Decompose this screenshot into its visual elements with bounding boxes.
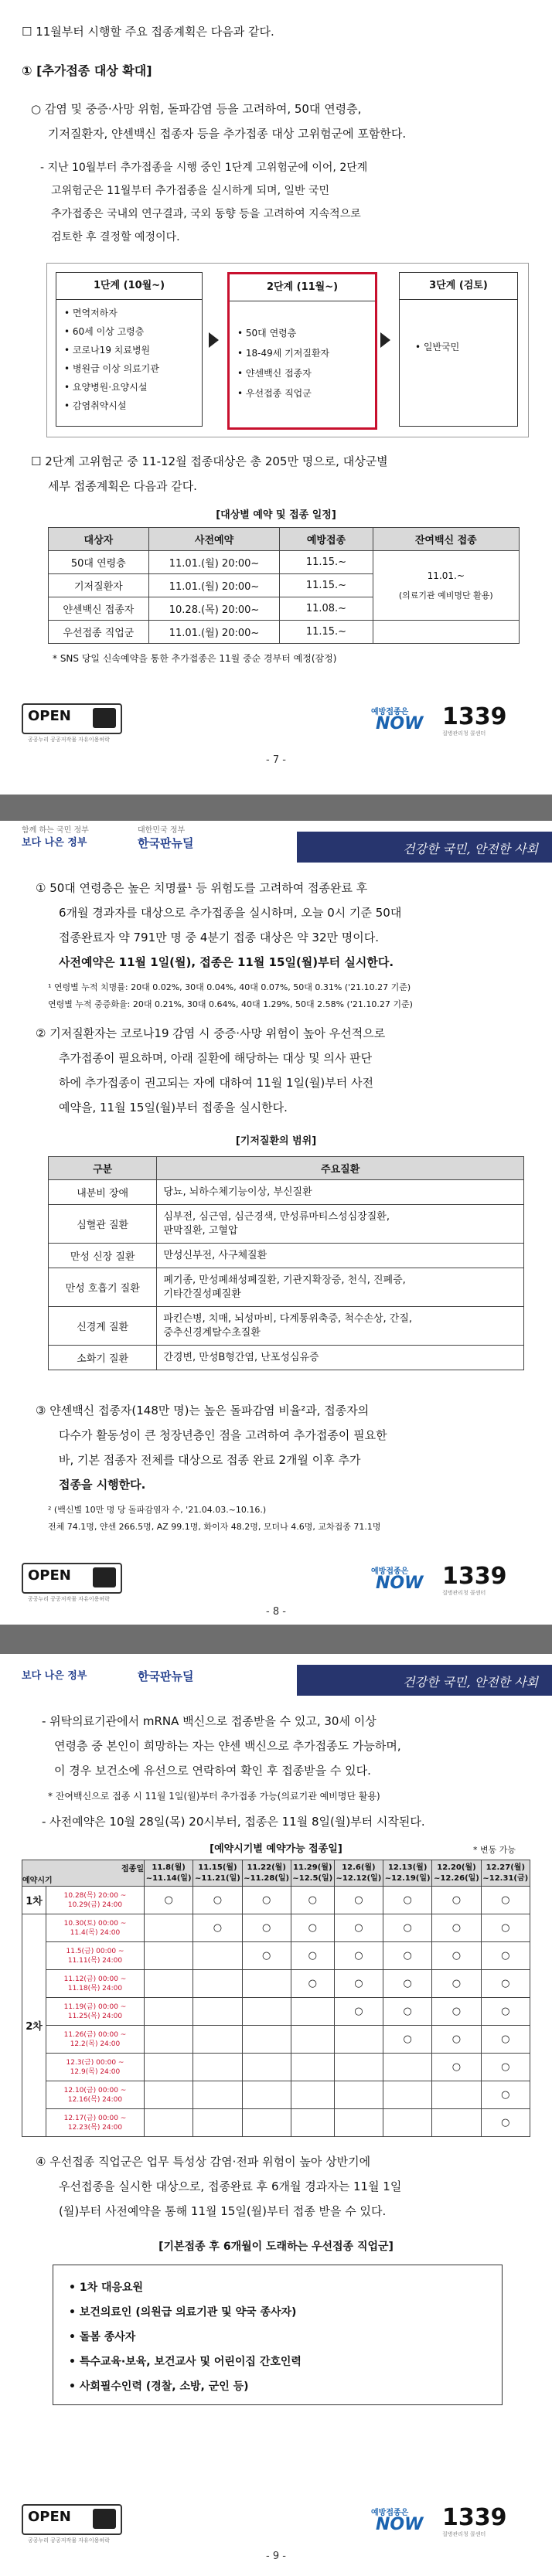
list-item-label: 일반국민 [423, 342, 460, 352]
grid-cell: ○ [334, 1942, 383, 1970]
header-ribbon: 건강한 국민, 안전한 사회 [297, 1665, 552, 1696]
license-badge-icon [93, 1567, 116, 1587]
paragraph-line: 검토한 후 결정할 예정이다. [51, 231, 180, 243]
table-row [49, 1346, 524, 1370]
grid-row-label: 11.26(금) 00:00 ~ 12.2(목) 24:00 [46, 2026, 145, 2054]
paragraph-line: - 사전예약은 10월 28일(목) 20시부터, 접종은 11월 8일(월)부터 시작된다. [42, 1815, 425, 1829]
header-ribbon: 건강한 국민, 안전한 사회 [297, 832, 552, 863]
priority-list-item: • 1차 대응요원 [69, 2282, 144, 2294]
grid-row [22, 1970, 530, 1998]
paragraph-line: ☐ 2단계 고위험군 중 11-12월 접종대상은 총 205만 명으로, 대상군별 [31, 454, 388, 468]
grid-column-header: 11.8(월) ~11.14(일) [144, 1860, 193, 1887]
grid-cell [383, 2081, 432, 2109]
grid-cell: ○ [383, 2026, 432, 2054]
open-license-logo: OPEN 공공누리 공공저작물 자유이용허락 [22, 703, 122, 734]
grid-cell: ○ [334, 1970, 383, 1998]
table-cell: 간경변, 만성B형간염, 난포성심유증 [157, 1346, 524, 1370]
list-item [64, 401, 126, 410]
table-header: 구분 [49, 1157, 157, 1180]
bullet-icon: • [64, 308, 73, 318]
grid-cell: ○ [481, 2054, 530, 2081]
hotline-1339-logo: 1339 질병관리청 콜센터 [442, 703, 507, 737]
table-cell: 11.08.~ [280, 597, 373, 621]
table-note: * 변동 가능 [473, 1845, 516, 1855]
grid-cell [193, 2081, 242, 2109]
paragraph-line: 추가접종은 국내외 연구결과, 국외 동향 등을 고려하여 지속적으로 [51, 208, 361, 220]
disease-table [48, 1156, 524, 1370]
table-header: 주요질환 [157, 1157, 524, 1180]
table-row [49, 551, 520, 574]
grid-row-label: 11.5(금) 00:00 ~ 11.11(목) 24:00 [46, 1942, 145, 1970]
grid-cell [242, 1998, 291, 2026]
reservation-grid [22, 1860, 530, 2137]
grid-row-label: 12.17(금) 00:00 ~ 12.23(목) 24:00 [46, 2109, 145, 2137]
table-cell: 우선접종 직업군 [49, 621, 149, 644]
grid-cell [291, 2109, 334, 2137]
grid-cell: ○ [291, 1914, 334, 1942]
grid-column-header: 11.22(월) ~11.28(일) [242, 1860, 291, 1887]
stage3-box [399, 272, 518, 427]
list-item [64, 308, 118, 318]
table-cell: 내분비 장애 [49, 1180, 157, 1205]
priority-list-item: • 사회필수인력 (경찰, 소방, 군인 등) [69, 2380, 249, 2393]
paragraph-line: 세부 접종계획은 다음과 같다. [48, 479, 197, 493]
paragraph-line: 이 경우 보건소에 유선으로 연락하여 확인 후 접종받을 수 있다. [54, 1764, 371, 1778]
grid-cell [144, 2026, 193, 2054]
table-caption: [기저질환의 범위] [235, 1135, 317, 1147]
vaccination-now-logo: 예방접종은 NOW [371, 1567, 424, 1593]
grid-cell: ○ [481, 1942, 530, 1970]
grid-cell [144, 2054, 193, 2081]
document-page-8 [0, 821, 552, 1625]
table-cell: 11.15.~ [280, 551, 373, 574]
list-item [415, 342, 459, 352]
grid-column-header: 12.20(월) ~12.26(일) [432, 1860, 481, 1887]
grid-cell [291, 2081, 334, 2109]
page-header [0, 1654, 552, 1697]
list-item-label: 면역저하자 [72, 308, 118, 318]
footnote: * SNS 당일 신속예약을 통한 추가접종은 11월 중순 경부터 예정(잠정) [53, 653, 337, 664]
page-number: - 9 - [266, 2550, 286, 2562]
table-cell: 심부전, 심근염, 심근경색, 만성류마티스성심장질환, 판막질환, 고혈압 [157, 1205, 524, 1244]
grid-cell [291, 2026, 334, 2054]
stage1-box [56, 272, 203, 427]
bullet-icon: • [237, 368, 246, 379]
paragraph-line: 6개월 경과자를 대상으로 추가접종을 실시하며, 오늘 0시 기준 50대 [59, 906, 402, 920]
bullet-icon: • [64, 363, 73, 374]
grid-cell: ○ [291, 1887, 334, 1914]
document-page-7 [0, 0, 552, 795]
paragraph-line: 사전예약은 11월 1일(월), 접종은 11월 15일(월)부터 실시한다. [59, 955, 394, 969]
license-badge-icon [93, 708, 116, 728]
table-cell: 만성신부전, 사구체질환 [157, 1244, 524, 1268]
footnote: * 잔여백신으로 접종 시 11월 1일(월)부터 추가접종 가능(의료기관 예비명단 활용) [48, 1791, 380, 1802]
table-header: 대상자 [49, 528, 149, 551]
grid-cell [144, 1914, 193, 1942]
stage2-title: 2단계 (11월~) [230, 274, 375, 301]
list-item-label: 60세 이상 고령층 [72, 326, 145, 337]
page-number: - 8 - [266, 1606, 286, 1618]
paragraph-line: 다수가 활동성이 큰 청장년층인 점을 고려하여 추가접종이 필요한 [59, 1428, 387, 1442]
grid-cell [193, 1942, 242, 1970]
bullet-icon: • [64, 382, 73, 393]
list-item-label: 코로나19 치료병원 [72, 345, 151, 356]
table-cell: 만성 신장 질환 [49, 1244, 157, 1268]
table-header: 사전예약 [148, 528, 280, 551]
grid-row-label: 11.12(금) 00:00 ~ 11.18(목) 24:00 [46, 1970, 145, 1998]
government-logo: 보다 나은 정부 한국판뉴딜 [22, 1669, 194, 1683]
grid-cell: ○ [291, 1970, 334, 1998]
grid-cell [334, 2109, 383, 2137]
grid-cell [291, 2054, 334, 2081]
table-row [49, 621, 520, 644]
grid-cell: ○ [291, 1942, 334, 1970]
list-item-label: 요양병원·요양시설 [72, 382, 148, 393]
grid-cell [144, 2109, 193, 2137]
grid-column-header: 11.29(월) ~12.5(일) [291, 1860, 334, 1887]
paragraph-line: 바, 기본 접종자 전체를 대상으로 접종 완료 2개월 이후 추가 [59, 1453, 361, 1467]
list-item [237, 389, 312, 398]
paragraph-line: ④ 우선접종 직업군은 업무 특성상 감염·전파 위험이 높아 상반기에 [36, 2155, 371, 2169]
arrow-icon [209, 332, 219, 348]
open-license-logo: OPEN 공공누리 공공저작물 자유이용허락 [22, 2504, 122, 2535]
table-cell: 신경계 질환 [49, 1307, 157, 1346]
table-header: 예방접종 [280, 528, 373, 551]
table-cell: 11.01.(월) 20:00~ [148, 551, 280, 574]
table-caption: [대상별 예약 및 접종 일정] [216, 509, 336, 521]
footnote: 연령별 누적 중증화율: 20대 0.21%, 30대 0.64%, 40대 1.29%, 50대 2.58% ('21.10.27 기준) [48, 999, 413, 1009]
table-header: 잔여백신 접종 [373, 528, 519, 551]
table-row [49, 1180, 524, 1205]
vaccination-now-logo: 예방접종은 NOW [371, 708, 424, 733]
grid-cell [242, 2081, 291, 2109]
table-cell: 얀센백신 접종자 [49, 597, 149, 621]
paragraph-line: 연령층 중 본인이 희망하는 자는 얀센 백신으로 추가접종도 가능하며, [54, 1739, 401, 1753]
footnote: 전체 74.1명, 얀센 266.5명, AZ 99.1명, 화이자 48.2명, 모더나 4.6명, 교차접종 71.1명 [48, 1522, 381, 1532]
paragraph-line: 기저질환자, 얀센백신 접종자 등을 추가접종 대상 고위험군에 포함한다. [48, 127, 407, 141]
list-item-label: 우선접종 직업군 [245, 388, 312, 399]
page-header [0, 821, 552, 864]
priority-list-box [53, 2265, 503, 2405]
grid-cell: ○ [383, 1970, 432, 1998]
footer-logos [0, 2504, 552, 2543]
grid-row-label: 12.10(금) 00:00 ~ 12.16(목) 24:00 [46, 2081, 145, 2109]
residual-cell [373, 551, 519, 621]
grid-row [22, 2026, 530, 2054]
table-cell: 11.01.(월) 20:00~ [148, 621, 280, 644]
table-row [49, 1244, 524, 1268]
list-item [237, 369, 312, 378]
grid-cell: ○ [432, 2054, 481, 2081]
grid-corner: 접종일 예약시기 [22, 1860, 145, 1887]
grid-cell [242, 2109, 291, 2137]
list-item [64, 327, 144, 336]
grid-cell: ○ [481, 2026, 530, 2054]
residual-note: (의료기관 예비명단 활용) [398, 590, 493, 601]
grid-row [22, 2054, 530, 2081]
grid-column-header: 12.6(월) ~12.12(일) [334, 1860, 383, 1887]
government-logo: 함께 하는 국민 정부 보다 나은 정부 대한민국 정부 한국판뉴딜 [22, 826, 194, 850]
paragraph-line: 우선접종을 실시한 대상으로, 접종완료 후 6개월 경과자는 11월 1일 [59, 2180, 402, 2193]
grid-cell: ○ [481, 1914, 530, 1942]
bullet-icon: • [64, 326, 73, 337]
hotline-1339-logo: 1339 질병관리청 콜센터 [442, 2504, 507, 2537]
grid-cell: ○ [334, 1998, 383, 2026]
intro-text: ☐ 11월부터 시행할 주요 접종계획은 다음과 같다. [22, 25, 274, 39]
grid-cell [144, 1970, 193, 1998]
grid-row-label: 11.19(금) 00:00 ~ 11.25(목) 24:00 [46, 1998, 145, 2026]
grid-cell: ○ [242, 1942, 291, 1970]
table-cell: 파킨슨병, 치매, 뇌성마비, 다계통위축증, 척수손상, 간질, 중추신경계탈수초질환 [157, 1307, 524, 1346]
table-cell: 만성 호흡기 질환 [49, 1268, 157, 1307]
grid-cell [193, 1970, 242, 1998]
footer-logos [0, 1563, 552, 1601]
grid-cell [334, 2054, 383, 2081]
grid-cell: ○ [481, 1970, 530, 1998]
grid-row [22, 1914, 530, 1942]
table-cell: 소화기 질환 [49, 1346, 157, 1370]
list-item [237, 328, 296, 338]
footer-logos [0, 703, 552, 742]
grid-row [22, 2109, 530, 2137]
grid-cell [193, 2109, 242, 2137]
grid-cell [334, 2026, 383, 2054]
table-cell [373, 621, 519, 644]
grid-cell [144, 1998, 193, 2026]
grid-cell [383, 2109, 432, 2137]
paragraph-line: ① 50대 연령층은 높은 치명률¹ 등 위험도를 고려하여 접종완료 후 [36, 881, 368, 895]
table-cell: 기저질환자 [49, 574, 149, 597]
grid-cell [193, 1998, 242, 2026]
grid-column-header: 11.15(월) ~11.21(일) [193, 1860, 242, 1887]
grid-cell [242, 2054, 291, 2081]
grid-cell [432, 2109, 481, 2137]
list-item-label: 18-49세 기저질환자 [245, 348, 330, 359]
table-row [49, 1205, 524, 1244]
grid-cell: ○ [193, 1887, 242, 1914]
grid-cell: ○ [432, 1942, 481, 1970]
grid-cell [193, 2054, 242, 2081]
table-cell: 50대 연령층 [49, 551, 149, 574]
paragraph-line: 하에 추가접종이 권고되는 자에 대하여 11월 1일(월)부터 사전 [59, 1076, 373, 1090]
grid-cell: ○ [383, 1998, 432, 2026]
priority-list-item: • 보건의료인 (의원급 의료기관 및 약국 종사자) [69, 2306, 297, 2319]
grid-cell [383, 2054, 432, 2081]
grid-group-label: 1차 [22, 1887, 46, 1914]
table-row [49, 1307, 524, 1346]
bullet-icon: • [237, 348, 246, 359]
paragraph-line: - 지난 10월부터 추가접종을 시행 중인 1단계 고위험군에 이어, 2단계 [40, 162, 368, 174]
section-title: ① [추가접종 대상 확대] [22, 63, 152, 78]
grid-row-label: 10.28(목) 20:00 ~ 10.29(금) 24:00 [46, 1887, 145, 1914]
stage2-box [227, 272, 377, 430]
bullet-icon: • [64, 345, 73, 356]
list-item-label: 얀센백신 접종자 [245, 368, 312, 379]
table-cell: 당뇨, 뇌하수체기능이상, 부신질환 [157, 1180, 524, 1205]
page-number: - 7 - [266, 754, 286, 766]
list-item [64, 364, 159, 373]
grid-cell: ○ [432, 1998, 481, 2026]
paragraph-line: 접종완료자 약 791만 명 중 4분기 접종 대상은 약 32만 명이다. [59, 931, 380, 944]
grid-cell [242, 1970, 291, 1998]
grid-cell [144, 2081, 193, 2109]
paragraph-line: 예약을, 11월 15일(월)부터 접종을 실시한다. [59, 1101, 288, 1114]
grid-row [22, 1998, 530, 2026]
footnote: ² (백신별 10만 명 당 돌파감염자 수, '21.04.03.~10.16.) [48, 1505, 267, 1515]
open-license-logo: OPEN 공공누리 공공저작물 자유이용허락 [22, 1563, 122, 1594]
list-item [64, 345, 150, 355]
table-cell: 심혈관 질환 [49, 1205, 157, 1244]
grid-cell: ○ [193, 1914, 242, 1942]
bullet-icon: • [64, 400, 73, 411]
paragraph-line: ○ 감염 및 중증·사망 위험, 돌파감염 등을 고려하여, 50대 연령층, [31, 102, 362, 116]
bullet-icon: • [237, 328, 246, 339]
paragraph-line: - 위탁의료기관에서 mRNA 백신으로 접종받을 수 있고, 30세 이상 [42, 1714, 377, 1728]
residual-date: 11.01.~ [427, 570, 465, 581]
grid-row-label: 10.30(토) 00:00 ~ 11.4(목) 24:00 [46, 1914, 145, 1942]
grid-cell: ○ [383, 1887, 432, 1914]
grid-row [22, 2081, 530, 2109]
stage1-title: 1단계 (10월~) [56, 273, 202, 300]
vaccination-now-logo: 예방접종은 NOW [371, 2509, 424, 2534]
bullet-icon: • [237, 388, 246, 399]
grid-group-label: 2차 [22, 1914, 46, 2137]
grid-cell: ○ [481, 2109, 530, 2137]
stage3-title: 3단계 (검토) [400, 273, 517, 300]
grid-column-header: 12.27(월) ~12.31(금) [481, 1860, 530, 1887]
grid-cell [432, 2081, 481, 2109]
priority-list-item: • 돌봄 종사자 [69, 2331, 136, 2343]
paragraph-line: (월)부터 사전예약을 통해 11월 15일(월)부터 접종 받을 수 있다. [59, 2204, 387, 2218]
grid-row [22, 1887, 530, 1914]
table-cell: 11.15.~ [280, 574, 373, 597]
grid-cell: ○ [432, 1970, 481, 1998]
grid-cell: ○ [383, 1942, 432, 1970]
table-row [49, 1268, 524, 1307]
paragraph-line: 추가접종이 필요하며, 아래 질환에 해당하는 대상 및 의사 판단 [59, 1051, 373, 1065]
list-item-label: 감염취약시설 [72, 400, 127, 411]
footnote: ¹ 연령별 누적 치명률: 20대 0.02%, 30대 0.04%, 40대 0.07%, 50대 0.31% ('21.10.27 기준) [48, 982, 411, 992]
grid-cell: ○ [481, 2081, 530, 2109]
grid-cell [193, 2026, 242, 2054]
grid-cell: ○ [383, 1914, 432, 1942]
grid-cell: ○ [432, 1887, 481, 1914]
grid-cell: ○ [144, 1887, 193, 1914]
grid-cell [291, 1998, 334, 2026]
paragraph-line: 고위험군은 11월부터 추가접종을 실시하게 되며, 일반 국민 [51, 185, 330, 197]
grid-column-header: 12.13(월) ~12.19(일) [383, 1860, 432, 1887]
table-cell: 11.01.(월) 20:00~ [148, 574, 280, 597]
grid-row-label: 12.3(금) 00:00 ~ 12.9(목) 24:00 [46, 2054, 145, 2081]
list-item [237, 349, 329, 358]
table-caption: [예약시기별 예약가능 접종일] [210, 1843, 342, 1855]
priority-list-item: • 특수교육·보육, 보건교사 및 어린이집 간호인력 [69, 2356, 302, 2368]
bullet-icon: • [415, 342, 424, 352]
table-cell: 11.15.~ [280, 621, 373, 644]
paragraph-line: ③ 얀센백신 접종자(148만 명)는 높은 돌파감염 비율²과, 접종자의 [36, 1404, 370, 1417]
grid-cell: ○ [432, 1914, 481, 1942]
grid-cell: ○ [242, 1914, 291, 1942]
document-page-9 [0, 1654, 552, 2576]
arrow-icon [380, 332, 390, 348]
list-caption: [기본접종 후 6개월이 도래하는 우선접종 직업군] [158, 2241, 394, 2253]
grid-cell: ○ [242, 1887, 291, 1914]
list-item [64, 383, 147, 392]
grid-cell: ○ [481, 1887, 530, 1914]
grid-cell: ○ [432, 2026, 481, 2054]
schedule-table [48, 527, 520, 644]
grid-cell [334, 2081, 383, 2109]
grid-row [22, 1942, 530, 1970]
table-cell: 10.28.(목) 20:00~ [148, 597, 280, 621]
grid-cell: ○ [334, 1887, 383, 1914]
paragraph-line: ② 기저질환자는 코로나19 감염 시 중증·사망 위험이 높아 우선적으로 [36, 1026, 386, 1040]
grid-cell: ○ [481, 1998, 530, 2026]
license-badge-icon [93, 2509, 116, 2529]
table-cell: 폐기종, 만성폐쇄성폐질환, 기관지확장증, 천식, 진폐증, 기타간질성폐질환 [157, 1268, 524, 1307]
list-item-label: 50대 연령층 [245, 328, 297, 339]
grid-cell: ○ [334, 1914, 383, 1942]
paragraph-line: 접종을 시행한다. [59, 1478, 146, 1492]
grid-cell [242, 2026, 291, 2054]
list-item-label: 병원급 이상 의료기관 [72, 363, 159, 374]
grid-cell [144, 1942, 193, 1970]
hotline-1339-logo: 1339 질병관리청 콜센터 [442, 1563, 507, 1596]
